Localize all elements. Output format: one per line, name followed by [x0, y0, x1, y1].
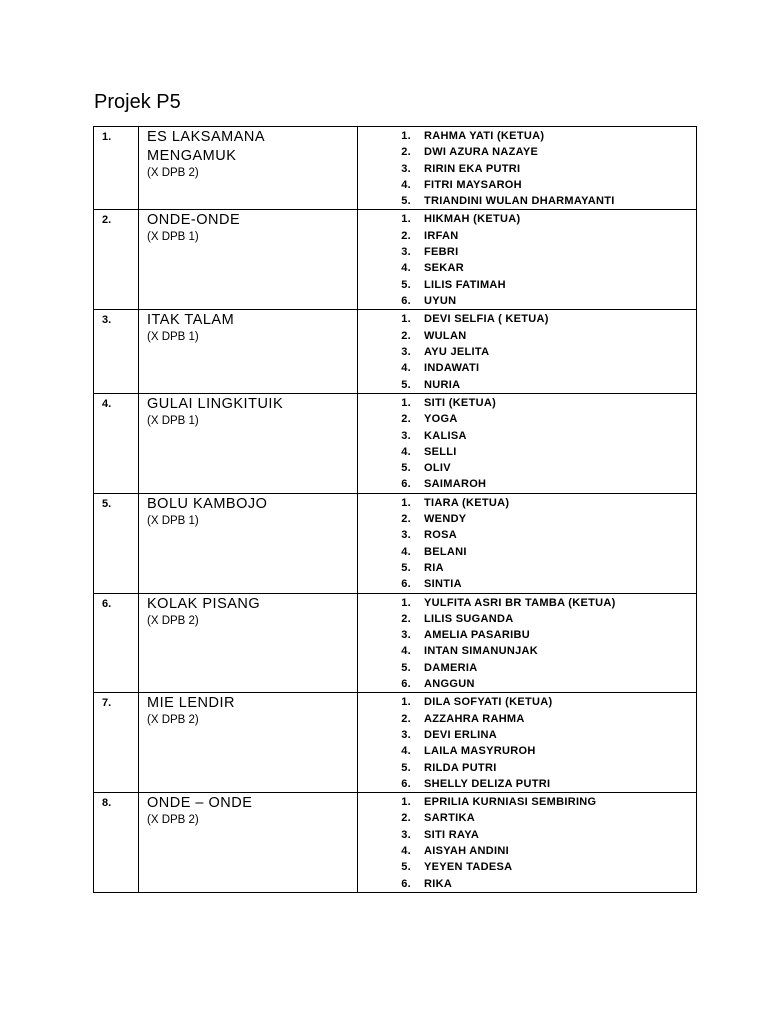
member-item — [358, 544, 696, 560]
member-name: WULAN — [424, 329, 467, 342]
member-name: IRFAN — [424, 229, 459, 242]
member-item — [358, 810, 696, 826]
member-name: YOGA — [424, 413, 458, 426]
member-index: 2. — [401, 712, 411, 725]
dish-cell — [139, 393, 358, 493]
group-row — [94, 310, 697, 393]
member-index: 2. — [401, 229, 411, 242]
member-list — [358, 793, 696, 892]
member-index: 5. — [401, 761, 411, 774]
member-name: TIARA (KETUA) — [424, 496, 510, 509]
members-cell — [358, 393, 697, 493]
member-item — [358, 260, 696, 276]
member-list — [358, 394, 696, 493]
class-label: (X DPB 2) — [147, 167, 199, 179]
dish-cell — [139, 310, 358, 393]
member-name: LILIS FATIMAH — [424, 278, 506, 291]
class-label: (X DPB 1) — [147, 231, 199, 244]
group-row — [94, 127, 697, 210]
member-item — [358, 694, 696, 710]
member-item — [358, 743, 696, 759]
member-name: KALISA — [424, 429, 467, 442]
member-index: 4. — [401, 645, 411, 658]
member-name: HIKMAH (KETUA) — [424, 213, 521, 226]
member-item — [358, 411, 696, 427]
group-number-cell — [94, 593, 139, 693]
member-item — [358, 676, 696, 692]
member-name: DEVI ERLINA — [424, 728, 497, 741]
dish-name: MIE LENDIR — [147, 695, 235, 712]
member-index: 5. — [401, 278, 411, 291]
class-label: (X DPB 1) — [147, 414, 199, 427]
member-index: 5. — [401, 661, 411, 674]
group-number: 4. — [102, 397, 112, 410]
member-list — [358, 127, 696, 209]
members-cell — [358, 793, 697, 893]
member-name: BELANI — [424, 545, 467, 558]
group-number-cell — [94, 493, 139, 593]
member-name: AISYAH ANDINI — [424, 844, 509, 857]
member-name: SITI RAYA — [424, 828, 480, 841]
member-item — [358, 511, 696, 527]
member-name: NURIA — [424, 378, 461, 391]
member-item — [358, 444, 696, 460]
member-item — [358, 161, 696, 177]
member-name: UYUN — [424, 294, 457, 307]
member-name: FEBRI — [424, 246, 459, 259]
member-index: 1. — [401, 396, 411, 409]
member-name: DAMERIA — [424, 661, 478, 674]
member-index: 3. — [401, 429, 411, 442]
member-item — [358, 611, 696, 627]
member-name: TRIANDINI WULAN DHARMAYANTI — [424, 195, 615, 208]
group-table — [93, 126, 697, 893]
member-item — [358, 760, 696, 776]
member-index: 5. — [401, 378, 411, 391]
member-item — [358, 859, 696, 875]
member-name: ANGGUN — [424, 678, 475, 691]
member-name: SINTIA — [424, 578, 462, 591]
member-item — [358, 293, 696, 309]
member-index: 1. — [401, 130, 411, 142]
member-index: 3. — [401, 529, 411, 542]
member-index: 1. — [401, 213, 411, 226]
member-name: RIA — [424, 561, 444, 574]
member-name: DEVI SELFIA ( KETUA) — [424, 313, 549, 326]
member-item — [358, 560, 696, 576]
dish-name: MENGAMUK — [147, 148, 237, 164]
member-name: RAHMA YATI (KETUA) — [424, 130, 545, 142]
group-table-body — [94, 127, 697, 893]
member-item — [358, 244, 696, 260]
member-list — [358, 310, 696, 392]
member-name: LAILA MASYRUROH — [424, 745, 536, 758]
member-item — [358, 843, 696, 859]
group-row — [94, 793, 697, 893]
member-list — [358, 494, 696, 593]
member-item — [358, 794, 696, 810]
member-item — [358, 827, 696, 843]
member-name: LILIS SUGANDA — [424, 612, 514, 625]
member-item — [358, 643, 696, 659]
member-item — [358, 595, 696, 611]
group-number-cell — [94, 393, 139, 493]
member-index: 5. — [401, 462, 411, 475]
group-row — [94, 693, 697, 793]
member-item — [358, 128, 696, 144]
member-item — [358, 660, 696, 676]
member-list — [358, 594, 696, 693]
member-name: EPRILIA KURNIASI SEMBIRING — [424, 796, 597, 809]
group-number: 6. — [102, 597, 112, 610]
member-index: 5. — [401, 861, 411, 874]
member-item — [358, 711, 696, 727]
group-number: 7. — [102, 697, 112, 710]
member-index: 1. — [401, 313, 411, 326]
member-index: 4. — [401, 262, 411, 275]
group-number: 3. — [102, 314, 112, 327]
member-index: 5. — [401, 561, 411, 574]
member-item — [358, 727, 696, 743]
member-index: 2. — [401, 413, 411, 426]
member-index: 3. — [401, 246, 411, 259]
member-item — [358, 193, 696, 209]
dish-name: ONDE – ONDE — [147, 795, 253, 812]
member-index: 3. — [401, 828, 411, 841]
member-index: 4. — [401, 844, 411, 857]
member-index: 2. — [401, 812, 411, 825]
group-number-cell — [94, 693, 139, 793]
member-name: DILA SOFYATI (KETUA) — [424, 696, 553, 709]
dish-cell — [139, 127, 358, 210]
member-index: 5. — [401, 195, 411, 208]
class-label: (X DPB 2) — [147, 714, 199, 727]
member-index: 4. — [401, 745, 411, 758]
members-cell — [358, 210, 697, 310]
member-item — [358, 460, 696, 476]
member-item — [358, 776, 696, 792]
member-item — [358, 211, 696, 227]
member-name: FITRI MAYSAROH — [424, 178, 522, 191]
member-name: RIKA — [424, 877, 453, 890]
member-index: 1. — [401, 596, 411, 609]
member-name: SAIMAROH — [424, 478, 487, 491]
member-index: 1. — [401, 496, 411, 509]
group-number: 1. — [102, 131, 112, 143]
member-item — [358, 395, 696, 411]
member-item — [358, 344, 696, 360]
member-item — [358, 876, 696, 892]
member-item — [358, 576, 696, 592]
member-list — [358, 693, 696, 792]
member-name: INDAWATI — [424, 362, 480, 375]
dish-name: ONDE-ONDE — [147, 212, 241, 229]
group-number-cell — [94, 210, 139, 310]
member-index: 1. — [401, 796, 411, 809]
members-cell — [358, 493, 697, 593]
member-index: 6. — [401, 578, 411, 591]
group-row — [94, 393, 697, 493]
member-name: ROSA — [424, 529, 457, 542]
dish-name: BOLU KAMBOJO — [147, 495, 268, 512]
member-item — [358, 428, 696, 444]
member-index: 4. — [401, 178, 411, 191]
dish-cell — [139, 793, 358, 893]
member-name: YEYEN TADESA — [424, 861, 513, 874]
member-index: 3. — [401, 346, 411, 359]
member-item — [358, 527, 696, 543]
member-item — [358, 277, 696, 293]
dish-name: KOLAK PISANG — [147, 595, 261, 612]
group-number-cell — [94, 310, 139, 393]
member-name: SEKAR — [424, 262, 465, 275]
member-index: 4. — [401, 545, 411, 558]
members-cell — [358, 310, 697, 393]
group-number: 5. — [102, 497, 112, 510]
member-name: SELLI — [424, 445, 457, 458]
member-item — [358, 627, 696, 643]
group-number-cell — [94, 127, 139, 210]
member-index: 6. — [401, 478, 411, 491]
member-index: 3. — [401, 728, 411, 741]
member-name: RILDA PUTRI — [424, 761, 497, 774]
member-index: 2. — [401, 329, 411, 342]
member-index: 3. — [401, 162, 411, 175]
member-item — [358, 311, 696, 327]
member-item — [358, 476, 696, 492]
member-index: 6. — [401, 777, 411, 790]
member-index: 6. — [401, 678, 411, 691]
member-index: 2. — [401, 612, 411, 625]
member-list — [358, 210, 696, 309]
member-name: OLIV — [424, 462, 451, 475]
member-item — [358, 360, 696, 376]
class-label: (X DPB 2) — [147, 814, 199, 827]
dish-cell — [139, 210, 358, 310]
dish-cell — [139, 493, 358, 593]
dish-name: GULAI LINGKITUIK — [147, 395, 284, 412]
member-index: 2. — [401, 146, 411, 159]
member-index: 1. — [401, 696, 411, 709]
class-label: (X DPB 1) — [147, 514, 199, 527]
dish-name: ITAK TALAM — [147, 312, 235, 329]
member-name: SHELLY DELIZA PUTRI — [424, 777, 551, 790]
member-index: 4. — [401, 445, 411, 458]
member-index: 3. — [401, 629, 411, 642]
member-name: AZZAHRA RAHMA — [424, 712, 525, 725]
class-label: (X DPB 1) — [147, 331, 199, 344]
member-name: AYU JELITA — [424, 346, 490, 359]
dish-cell — [139, 593, 358, 693]
member-name: INTAN SIMANUNJAK — [424, 645, 538, 658]
member-index: 2. — [401, 513, 411, 526]
members-cell — [358, 693, 697, 793]
member-name: YULFITA ASRI BR TAMBA (KETUA) — [424, 596, 616, 609]
member-name: AMELIA PASARIBU — [424, 629, 530, 642]
member-index: 6. — [401, 294, 411, 307]
member-name: RIRIN EKA PUTRI — [424, 162, 521, 175]
member-name: SARTIKA — [424, 812, 475, 825]
member-name: DWI AZURA NAZAYE — [424, 146, 539, 159]
class-label: (X DPB 2) — [147, 614, 199, 627]
member-index: 6. — [401, 877, 411, 890]
member-item — [358, 177, 696, 193]
group-number: 2. — [102, 214, 112, 227]
member-index: 4. — [401, 362, 411, 375]
member-name: WENDY — [424, 513, 467, 526]
page-title: Projek P5 — [94, 91, 181, 113]
members-cell — [358, 127, 697, 210]
member-item — [358, 495, 696, 511]
group-number: 8. — [102, 797, 112, 810]
dish-name: ES LAKSAMANA — [147, 129, 266, 145]
dish-cell — [139, 693, 358, 793]
members-cell — [358, 593, 697, 693]
member-item — [358, 328, 696, 344]
member-item — [358, 377, 696, 393]
member-name: SITI (KETUA) — [424, 396, 497, 409]
member-item — [358, 228, 696, 244]
group-row — [94, 593, 697, 693]
group-row — [94, 210, 697, 310]
group-row — [94, 493, 697, 593]
member-item — [358, 144, 696, 160]
group-number-cell — [94, 793, 139, 893]
